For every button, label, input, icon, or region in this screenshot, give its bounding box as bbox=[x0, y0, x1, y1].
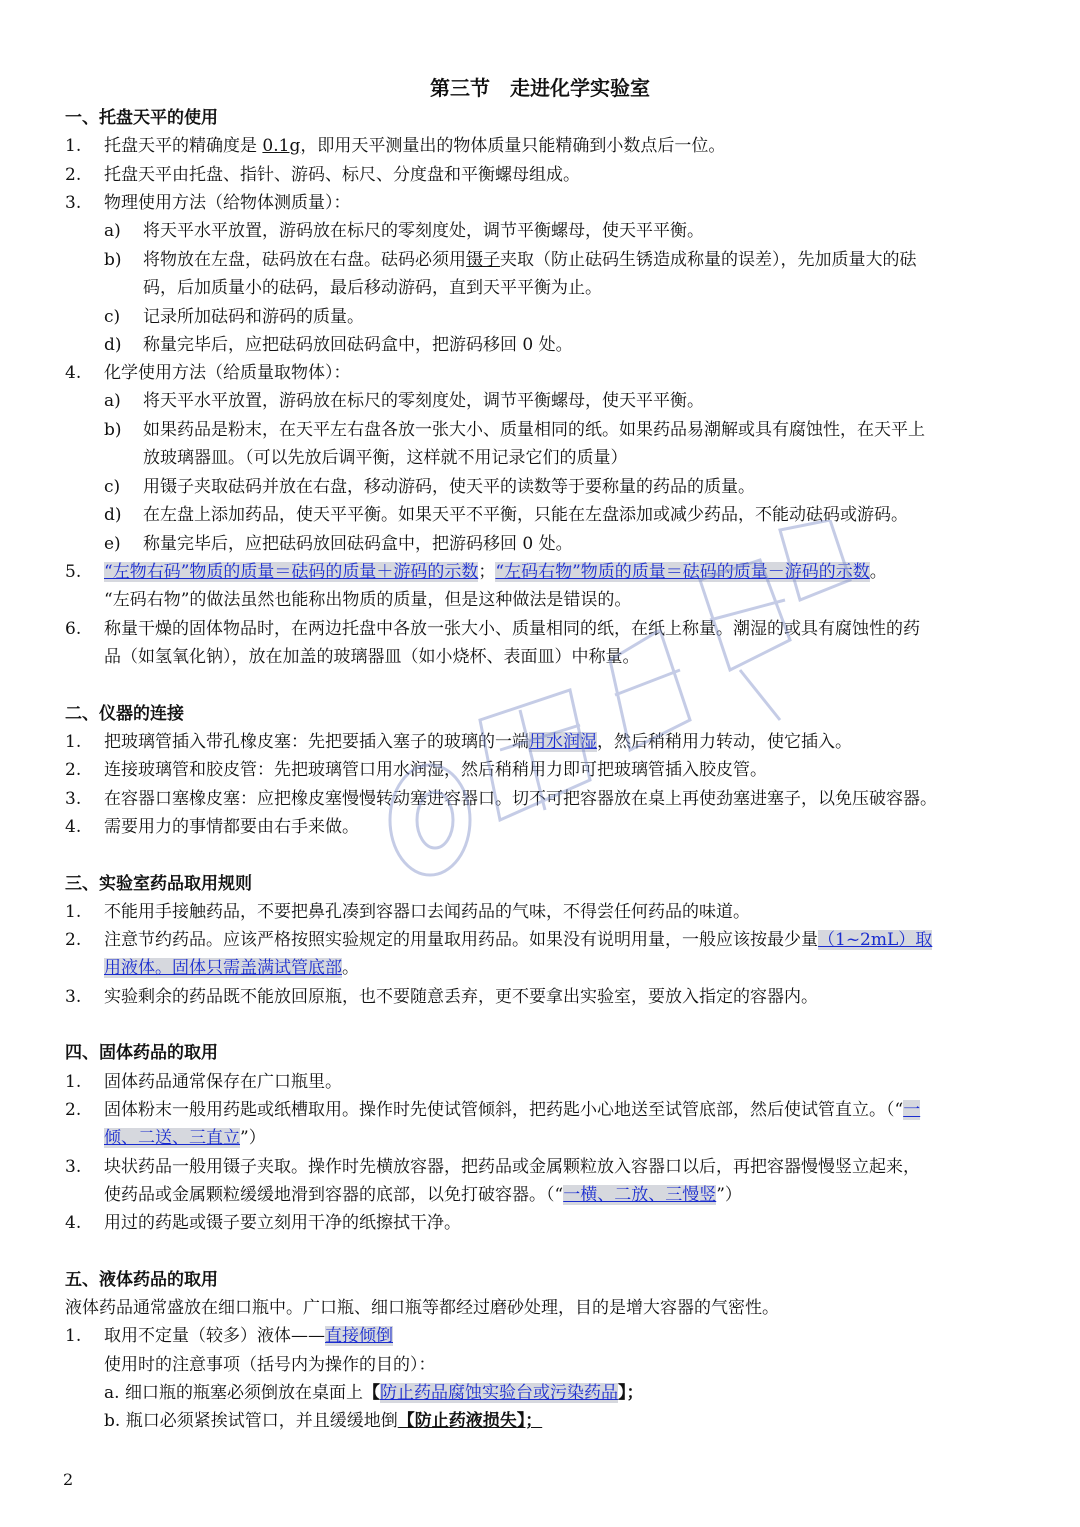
list-item-cont: 倾、二送、三直立”） bbox=[104, 1128, 266, 1148]
section-heading-liquids: 五、液体药品的取用 bbox=[65, 1270, 218, 1290]
list-item: 固体药品通常保存在广口瓶里。 bbox=[104, 1072, 342, 1092]
list-number: 4. bbox=[65, 363, 82, 383]
list-number: 3. bbox=[65, 789, 82, 809]
list-number: 3. bbox=[65, 1157, 82, 1177]
list-item: 化学使用方法（给质量取物体）： bbox=[104, 363, 351, 383]
page-number: 2 bbox=[63, 1470, 74, 1489]
list-item-highlight: “左物右码”物质的质量＝砝码的质量＋游码的示数；“左码右物”物质的质量＝砝码的质量－游码的示数。 bbox=[104, 562, 887, 582]
list-item: 固体粉末一般用药匙或纸槽取用。操作时先使试管倾斜，把药匙小心地送至试管底部，然后使试管直立。（“一 bbox=[104, 1100, 921, 1120]
list-item: 称量干燥的固体物品时，在两边托盘中各放一张大小、质量相同的纸，在纸上称量。潮湿的或具有腐蚀性的药 bbox=[104, 619, 920, 639]
list-number: 1. bbox=[65, 1326, 82, 1346]
list-number: 3. bbox=[65, 193, 82, 213]
list-item-cont: 品（如氢氧化钠），放在加盖的玻璃器皿（如小烧杯、表面皿）中称量。 bbox=[104, 647, 640, 667]
list-item-cont: 使药品或金属颗粒缓缓地滑到容器的底部，以免打破容器。（“一横、二放、三慢竖”） bbox=[104, 1185, 742, 1205]
list-item-cont: 用液体。固体只需盖满试管底部。 bbox=[104, 958, 359, 978]
list-number: 1. bbox=[65, 902, 82, 922]
section-heading-connection: 二、仪器的连接 bbox=[65, 704, 184, 724]
note-line: 使用时的注意事项（括号内为操作的目的）： bbox=[104, 1355, 436, 1375]
sub-item: 记录所加砝码和游码的质量。 bbox=[143, 307, 364, 327]
sub-item-cont: 放玻璃器皿。（可以先放后调平衡，这样就不用记录它们的质量） bbox=[143, 448, 628, 468]
sub-label: e) bbox=[104, 534, 121, 554]
list-item: 注意节约药品。应该严格按照实验规定的用量取用药品。如果没有说明用量，一般应该按最少量（1~2mL）取 bbox=[104, 930, 933, 950]
sub-label: c) bbox=[104, 477, 121, 497]
section-heading-solids: 四、固体药品的取用 bbox=[65, 1043, 218, 1063]
sub-item: 用镊子夹取砝码并放在右盘，移动游码，使天平的读数等于要称量的药品的质量。 bbox=[143, 477, 755, 497]
list-number: 2. bbox=[65, 1100, 82, 1120]
list-number: 1. bbox=[65, 136, 82, 156]
sub-item: 在左盘上添加药品，使天平平衡。如果天平不平衡，只能在左盘添加或减少药品，不能动砝码或游码。 bbox=[143, 505, 908, 525]
list-number: 4. bbox=[65, 1213, 82, 1233]
sub-item: 将天平水平放置，游码放在标尺的零刻度处，调节平衡螺母，使天平平衡。 bbox=[143, 221, 704, 241]
list-number: 2. bbox=[65, 165, 82, 185]
list-item: 连接玻璃管和胶皮管：先把玻璃管口用水润湿，然后稍稍用力即可把玻璃管插入胶皮管。 bbox=[104, 760, 767, 780]
list-item: 用过的药匙或镊子要立刻用干净的纸擦拭干净。 bbox=[104, 1213, 461, 1233]
note-item-a: a. 细口瓶的瓶塞必须倒放在桌面上【防止药品腐蚀实验台或污染药品】； bbox=[104, 1383, 644, 1403]
list-number: 2. bbox=[65, 930, 82, 950]
list-number: 1. bbox=[65, 1072, 82, 1092]
section-heading-balance: 一、托盘天平的使用 bbox=[65, 108, 218, 128]
list-item: 需要用力的事情都要由右手来做。 bbox=[104, 817, 359, 837]
list-item: 块状药品一般用镊子夹取。操作时先横放容器，把药品或金属颗粒放入容器口以后，再把容器慢慢竖立起来， bbox=[104, 1157, 920, 1177]
list-item: 不能用手接触药品，不要把鼻孔凑到容器口去闻药品的气味，不得尝任何药品的味道。 bbox=[104, 902, 750, 922]
list-item-cont: “左码右物”的做法虽然也能称出物质的质量，但是这种做法是错误的。 bbox=[104, 590, 632, 610]
sub-item: 将天平水平放置，游码放在标尺的零刻度处，调节平衡螺母，使天平平衡。 bbox=[143, 391, 704, 411]
list-item: 托盘天平的精确度是 0.1g，即用天平测量出的物体质量只能精确到小数点后一位。 bbox=[104, 136, 726, 156]
sub-item-cont: 码，后加质量小的砝码，最后移动游码，直到天平平衡为止。 bbox=[143, 278, 602, 298]
section-heading-rules: 三、实验室药品取用规则 bbox=[65, 874, 252, 894]
list-item: 把玻璃管插入带孔橡皮塞：先把要插入塞子的玻璃的一端用水润湿，然后稍稍用力转动，使它插入。 bbox=[104, 732, 852, 752]
list-number: 5. bbox=[65, 562, 82, 582]
paragraph: 液体药品通常盛放在细口瓶中。广口瓶、细口瓶等都经过磨砂处理，目的是增大容器的气密性。 bbox=[65, 1298, 779, 1318]
note-item-b: b. 瓶口必须紧挨试管口，并且缓缓地倒【防止药液损失】； bbox=[104, 1411, 543, 1431]
sub-item: 称量完毕后，应把砝码放回砝码盒中，把游码移回 0 处。 bbox=[143, 534, 573, 554]
sub-item: 将物放在左盘，砝码放在右盘。砝码必须用镊子夹取（防止砝码生锈造成称量的误差），先加质量大的砝 bbox=[143, 250, 917, 270]
list-number: 6. bbox=[65, 619, 82, 639]
sub-label: c) bbox=[104, 307, 121, 327]
sub-label: a) bbox=[104, 391, 121, 411]
list-item: 在容器口塞橡皮塞：应把橡皮塞慢慢转动塞进容器口。切不可把容器放在桌上再使劲塞进塞子，以免压破容器。 bbox=[104, 789, 937, 809]
page-title: 第三节 走进化学实验室 bbox=[430, 76, 650, 100]
list-item: 实验剩余的药品既不能放回原瓶，也不要随意丢弃，更不要拿出实验室，要放入指定的容器内。 bbox=[104, 987, 818, 1007]
list-number: 3. bbox=[65, 987, 82, 1007]
list-number: 2. bbox=[65, 760, 82, 780]
sub-label: b) bbox=[104, 420, 122, 440]
sub-item: 称量完毕后，应把砝码放回砝码盒中，把游码移回 0 处。 bbox=[143, 335, 573, 355]
sub-label: d) bbox=[104, 335, 122, 355]
sub-label: b) bbox=[104, 250, 122, 270]
sub-label: d) bbox=[104, 505, 122, 525]
list-number: 4. bbox=[65, 817, 82, 837]
list-item: 物理使用方法（给物体测质量）： bbox=[104, 193, 351, 213]
sub-label: a) bbox=[104, 221, 121, 241]
list-item: 托盘天平由托盘、指针、游码、标尺、分度盘和平衡螺母组成。 bbox=[104, 165, 580, 185]
list-item: 取用不定量（较多）液体——直接倾倒 bbox=[104, 1326, 393, 1346]
list-number: 1. bbox=[65, 732, 82, 752]
sub-item: 如果药品是粉末，在天平左右盘各放一张大小、质量相同的纸。如果药品易潮解或具有腐蚀性，在天平上 bbox=[143, 420, 925, 440]
